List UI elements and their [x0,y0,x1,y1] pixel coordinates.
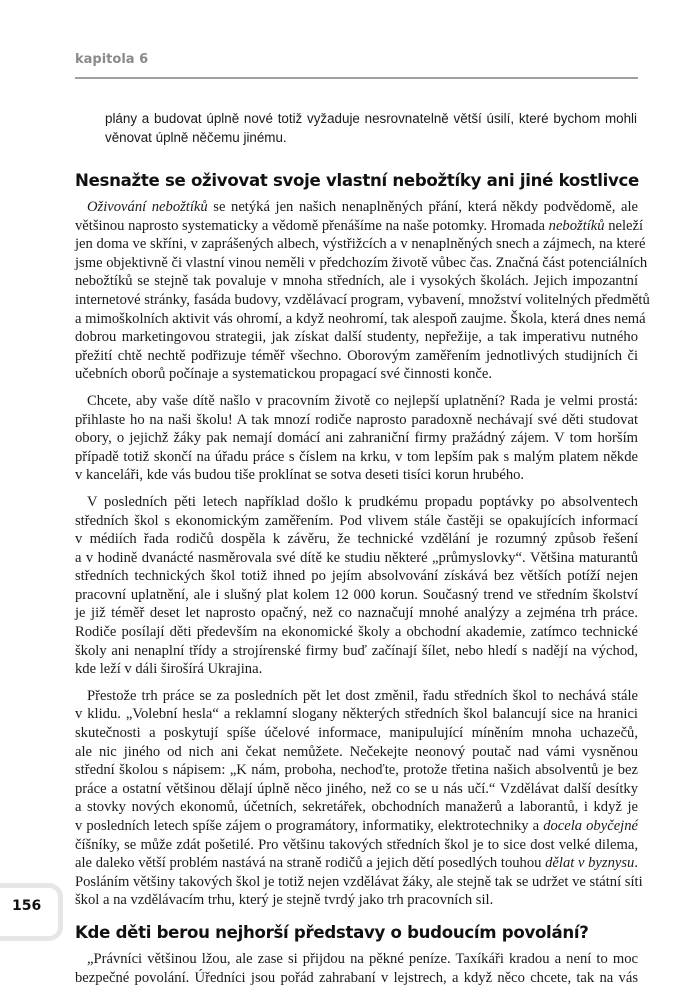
text-line [75,817,638,836]
text-line: Rodiče posílají děti především na ekonomické školy a obchodní akademie, zatímco technické [75,624,638,641]
page-number: 156 [12,898,42,914]
text-line: věnovat úplně něčemu jinému. [105,129,287,145]
section-heading: Nesnažte se oživovat svoje vlastní nebožtíky ani jiné kostlivce [75,171,639,190]
text-line: dobrou marketingovou strategii, jak získat další studenty, nepřežije, a tak imperativu nutného [75,329,638,346]
text-line: „Právníci většinou lžou, ale zase si přijdou na pěkné peníze. Taxíkáři kradou a není to moc [87,950,638,967]
text-line: jen doma ve skříni, v zaprášených albech, výstřižcích a v nenaplněných snech a zájmech, na které [75,236,646,253]
text-line: v médiích řada rodičů dospěla k závěru, že technické vzdělání je rozumný způsob řešení [75,531,638,548]
text-line: školy ani nenaplní třídy a strojírenské firmy buď začínají šílet, nebo hledí s nadějí na východ, [75,642,638,659]
running-head: kapitola 6 [75,52,149,67]
paragraph [75,392,638,485]
text-line [75,854,638,873]
text-line: internetové stránky, fasáda budovy, vzdělávací program, vybavení, množství volitelných předmětů [75,291,650,308]
italic-text: docela obyčejné [543,818,638,834]
text-line: Posláním většiny takových škol je totiž nejen vzdělávat žáky, ale stejně tak se udržet ve státní síti [75,873,643,890]
text-line: přihlaste ho na naši školu! A tak mnozí rodiče naprosto paradoxně nechávají své děti studovat [75,411,638,428]
text-segment: v posledních letech spíše zájem o programátory, informatiky, elektrotechniky a [75,818,544,834]
text-line: Chcete, aby vaše dítě našlo v pracovním životě co nejlepší uplatnění? Rada je velmi prostá: [87,392,638,409]
text-line: je již téměř deset let naprosto opačný, než co naznačují mnohé analýzy a zejména trh práce. [75,605,638,622]
text-line: obory, o jejichž žáky pak nemají domácí ani zahraniční firmy pražádný zájem. V tom horším [75,430,638,447]
body-flow [75,170,650,995]
paragraph [75,198,650,384]
text-line: nebožtíků se stejně tak povaluje v mnoha středních, ale i vysokých školách. Jejich impozantní [75,273,638,290]
intro-paragraph [105,110,637,147]
text-line: číšníky, se může zdát pošetilé. Pro většinu takových středních škol je to sice dost velké dilema, [75,836,638,853]
text-line: práce a ostatní většinou dělají úplně něco jiného, než co se u nás učí.“ Vzdělávat další desítky [75,780,638,797]
text-line: V posledních pěti letech například došlo k prudkému propadu poptávky po absolventech [87,493,638,510]
text-line: případě totiž skončí na úřadu práce s číslem na krku, v tom lepším pak s malým platem někde [75,448,638,465]
text-line: skutečnosti a poskytují spíše účelové informace, manipulující míněním mnoha uchazečů, [75,725,638,742]
text-line: učebních oborů počínaje a systematickou propagací své činnosti konče. [75,366,493,383]
text-line: jsme objektivně či vlastní vinou neměli v předchozím životě vůbec čas. Značná část potenciálních [75,254,648,271]
paragraph [75,493,638,679]
text-line: Přestože trh práce se za posledních pět let dost změnil, řadu středních škol to nechává stále [87,687,638,704]
italic-text: nebožtíků [548,217,605,234]
paragraph [75,687,643,910]
text-line [75,217,644,236]
italic-text: dělat v byznysu [545,855,635,872]
text-line: a stovky nových ekonomů, účetních, sekretářek, obchodních manažerů a laborantů, i když je [75,799,638,816]
text-line: pracovní uplatnění, ale i slušný plat kolem 12 000 korun. Současný trend ve středním školství [75,586,638,603]
text-segment: . [634,855,638,872]
text-line: plány a budovat úplně nové totiž vyžaduje nesrovnatelně větší úsilí, které bychom mohli [105,111,637,126]
text-line: přežití chtě nechtě podřizuje téměř všechno. Oborovým zaměřením jednotlivých studijních či [75,347,638,364]
header-rule [75,77,638,79]
text-line: bezpečné povolání. Úředníci jsou pořád zahrabaní v lejstrech, a když něco chcete, tak na vás [75,969,638,986]
paragraph [75,950,638,987]
text-segment: většinou naprosto systematicky a vědomě přenášíme na naše potomky. Hromada [75,217,549,234]
text-line: škol a na vzdělávacím trhu, který je stejně tvrdý jako trh pracovních sil. [75,892,494,909]
text-line: středních škol s ekonomickým zaměřením. Pod vlivem stále častěji se opakujících informací [75,512,638,529]
text-line: kde leží v dáli širošírá Ukrajina. [75,661,263,678]
text-line: v klidu. „Volební hesla“ a reklamní slogany některých středních škol balancují sice na hranici [75,706,638,723]
text-line: a v hodině dvanácté nasměrovala své dítě ke studiu některé „průmyslovky“. Většina maturantů [75,549,638,566]
text-line: středních technických škol totiž ihned po jejím absolvování získává bez větších potíží nejen [75,568,638,585]
section-heading: Kde děti berou nejhorší představy o budoucím povolání? [75,922,589,942]
text-segment: neleží [604,217,644,234]
text-line: střední školou s nápisem: „K nám, proboha, nechoďte, protože třetina našich absolventů je bez [75,762,638,779]
text-line [75,198,638,217]
text-line: v kanceláři, kde vás budou tiše proklínat se sotva deseti tisíci korun hrubého. [75,467,525,484]
text-segment: ale daleko větší problém nastává na straně rodičů a jejich dětí posedlých touhou [75,855,546,872]
italic-text: Oživování nebožtíků [87,199,208,215]
text-segment: se netýká jen našich nenaplněných přání, která někdy podvědomě, ale [207,199,638,215]
text-line: ale nic jiného od nich ani čekat nemůžete. Nečekejte neonový poutač nad vámi vysněnou [75,743,638,760]
text-line: a mimoškolních aktivit vás ohromí, a když neohromí, tak alespoň zaujme. Škola, která dnes nemá [75,310,646,327]
